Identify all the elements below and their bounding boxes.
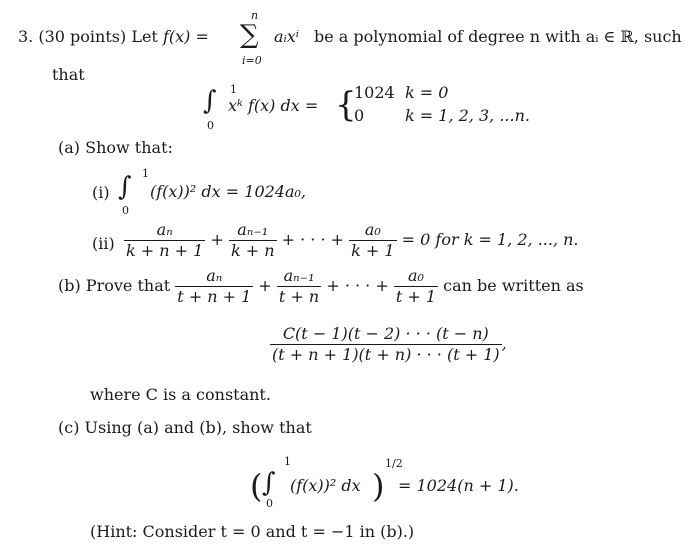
integral-lower-limit: 0 bbox=[207, 119, 214, 132]
problem-let: Let bbox=[131, 27, 158, 46]
case-1-condition: k = 0 bbox=[405, 83, 449, 102]
b-big-fraction bbox=[270, 326, 507, 363]
case-2-condition: k = 1, 2, 3, ...n. bbox=[405, 106, 530, 125]
b-comma: , bbox=[501, 334, 507, 353]
b-big-numerator: C(t − 1)(t − 2) · · · (t − n) bbox=[270, 326, 502, 345]
ii-fraction-3-den: k + 1 bbox=[351, 241, 395, 260]
integrand: xᵏ f(x) dx = bbox=[228, 96, 319, 115]
part-a-i-integral: ∫ bbox=[118, 172, 132, 202]
b-fraction-1-num: aₙ bbox=[175, 268, 253, 287]
part-a-label: (a) Show that: bbox=[58, 138, 173, 157]
problem-points: (30 points) bbox=[38, 27, 127, 46]
ii-fraction-2-den: k + n bbox=[230, 241, 275, 260]
part-a-i-upper: 1 bbox=[142, 167, 149, 180]
summation-sign: ∑ bbox=[240, 20, 259, 50]
c-power: 1/2 bbox=[385, 457, 403, 470]
case-2-value: 0 bbox=[354, 106, 365, 125]
c-upper-limit: 1 bbox=[284, 455, 291, 468]
problem-that: that bbox=[52, 65, 85, 84]
b-fraction-2-num: aₙ₋₁ bbox=[277, 268, 321, 287]
sum-lower-limit: i=0 bbox=[242, 54, 262, 67]
problem-statement bbox=[18, 29, 209, 45]
part-a-i-lower: 0 bbox=[122, 204, 129, 217]
ii-fraction-2 bbox=[229, 222, 277, 259]
ii-fraction-1-den: k + n + 1 bbox=[126, 241, 204, 260]
b-ellipsis: + · · · + bbox=[326, 276, 389, 295]
c-rhs: = 1024(n + 1). bbox=[398, 476, 519, 495]
b-fraction-1 bbox=[175, 268, 253, 305]
part-a-i-expression: (f(x))² dx = 1024a₀, bbox=[150, 182, 307, 201]
c-left-paren: ( bbox=[250, 467, 263, 505]
ii-plus: + bbox=[210, 230, 224, 249]
b-fraction-1-den: t + n + 1 bbox=[177, 287, 252, 306]
ii-ellipsis: + · · · + bbox=[281, 230, 345, 249]
sum-upper-limit: n bbox=[251, 9, 259, 22]
part-b-label: (b) Prove that bbox=[58, 276, 171, 295]
b-fraction-3 bbox=[394, 268, 438, 305]
integral-sign: ∫ bbox=[203, 86, 217, 116]
ii-tail: = 0 for k = 1, 2, ..., n. bbox=[401, 230, 579, 249]
c-integral-sign: ∫ bbox=[262, 468, 276, 498]
b-fraction-2-den: t + n bbox=[278, 287, 320, 306]
c-expression: (f(x))² dx bbox=[290, 476, 361, 495]
ii-fraction-3-num: a₀ bbox=[349, 222, 396, 241]
cases-brace: { bbox=[335, 85, 357, 125]
part-b-statement bbox=[58, 268, 584, 305]
b-tail: can be written as bbox=[443, 276, 584, 295]
part-c-label: (c) Using (a) and (b), show that bbox=[58, 418, 312, 437]
ii-fraction-3 bbox=[349, 222, 396, 259]
integral-upper-limit: 1 bbox=[230, 83, 237, 96]
ii-fraction-1 bbox=[124, 222, 205, 259]
f-of-x: f(x) = bbox=[162, 27, 209, 46]
part-b-where: where C is a constant. bbox=[90, 385, 271, 404]
part-a-i-label: (i) bbox=[92, 183, 110, 202]
part-a-ii-label: (ii) bbox=[92, 234, 115, 253]
part-a-ii-sum bbox=[124, 222, 579, 259]
case-1-value: 1024 bbox=[354, 83, 395, 102]
ii-fraction-1-num: aₙ bbox=[124, 222, 205, 241]
ii-fraction-2-num: aₙ₋₁ bbox=[229, 222, 277, 241]
b-big-fraction-body bbox=[270, 326, 502, 363]
b-fraction-3-num: a₀ bbox=[394, 268, 438, 287]
b-big-denominator: (t + n + 1)(t + n) · · · (t + 1) bbox=[272, 345, 500, 364]
b-fraction-3-den: t + 1 bbox=[395, 287, 437, 306]
problem-number: 3. bbox=[18, 27, 34, 46]
c-lower-limit: 0 bbox=[266, 497, 273, 510]
b-plus: + bbox=[258, 276, 272, 295]
problem-statement-rest: be a polynomial of degree n with aᵢ ∈ ℝ, such bbox=[314, 27, 682, 46]
hint: (Hint: Consider t = 0 and t = −1 in (b).) bbox=[90, 522, 415, 541]
sum-term: aᵢxⁱ bbox=[274, 27, 299, 46]
c-right-paren: ) bbox=[372, 467, 385, 505]
b-fraction-2 bbox=[277, 268, 321, 305]
